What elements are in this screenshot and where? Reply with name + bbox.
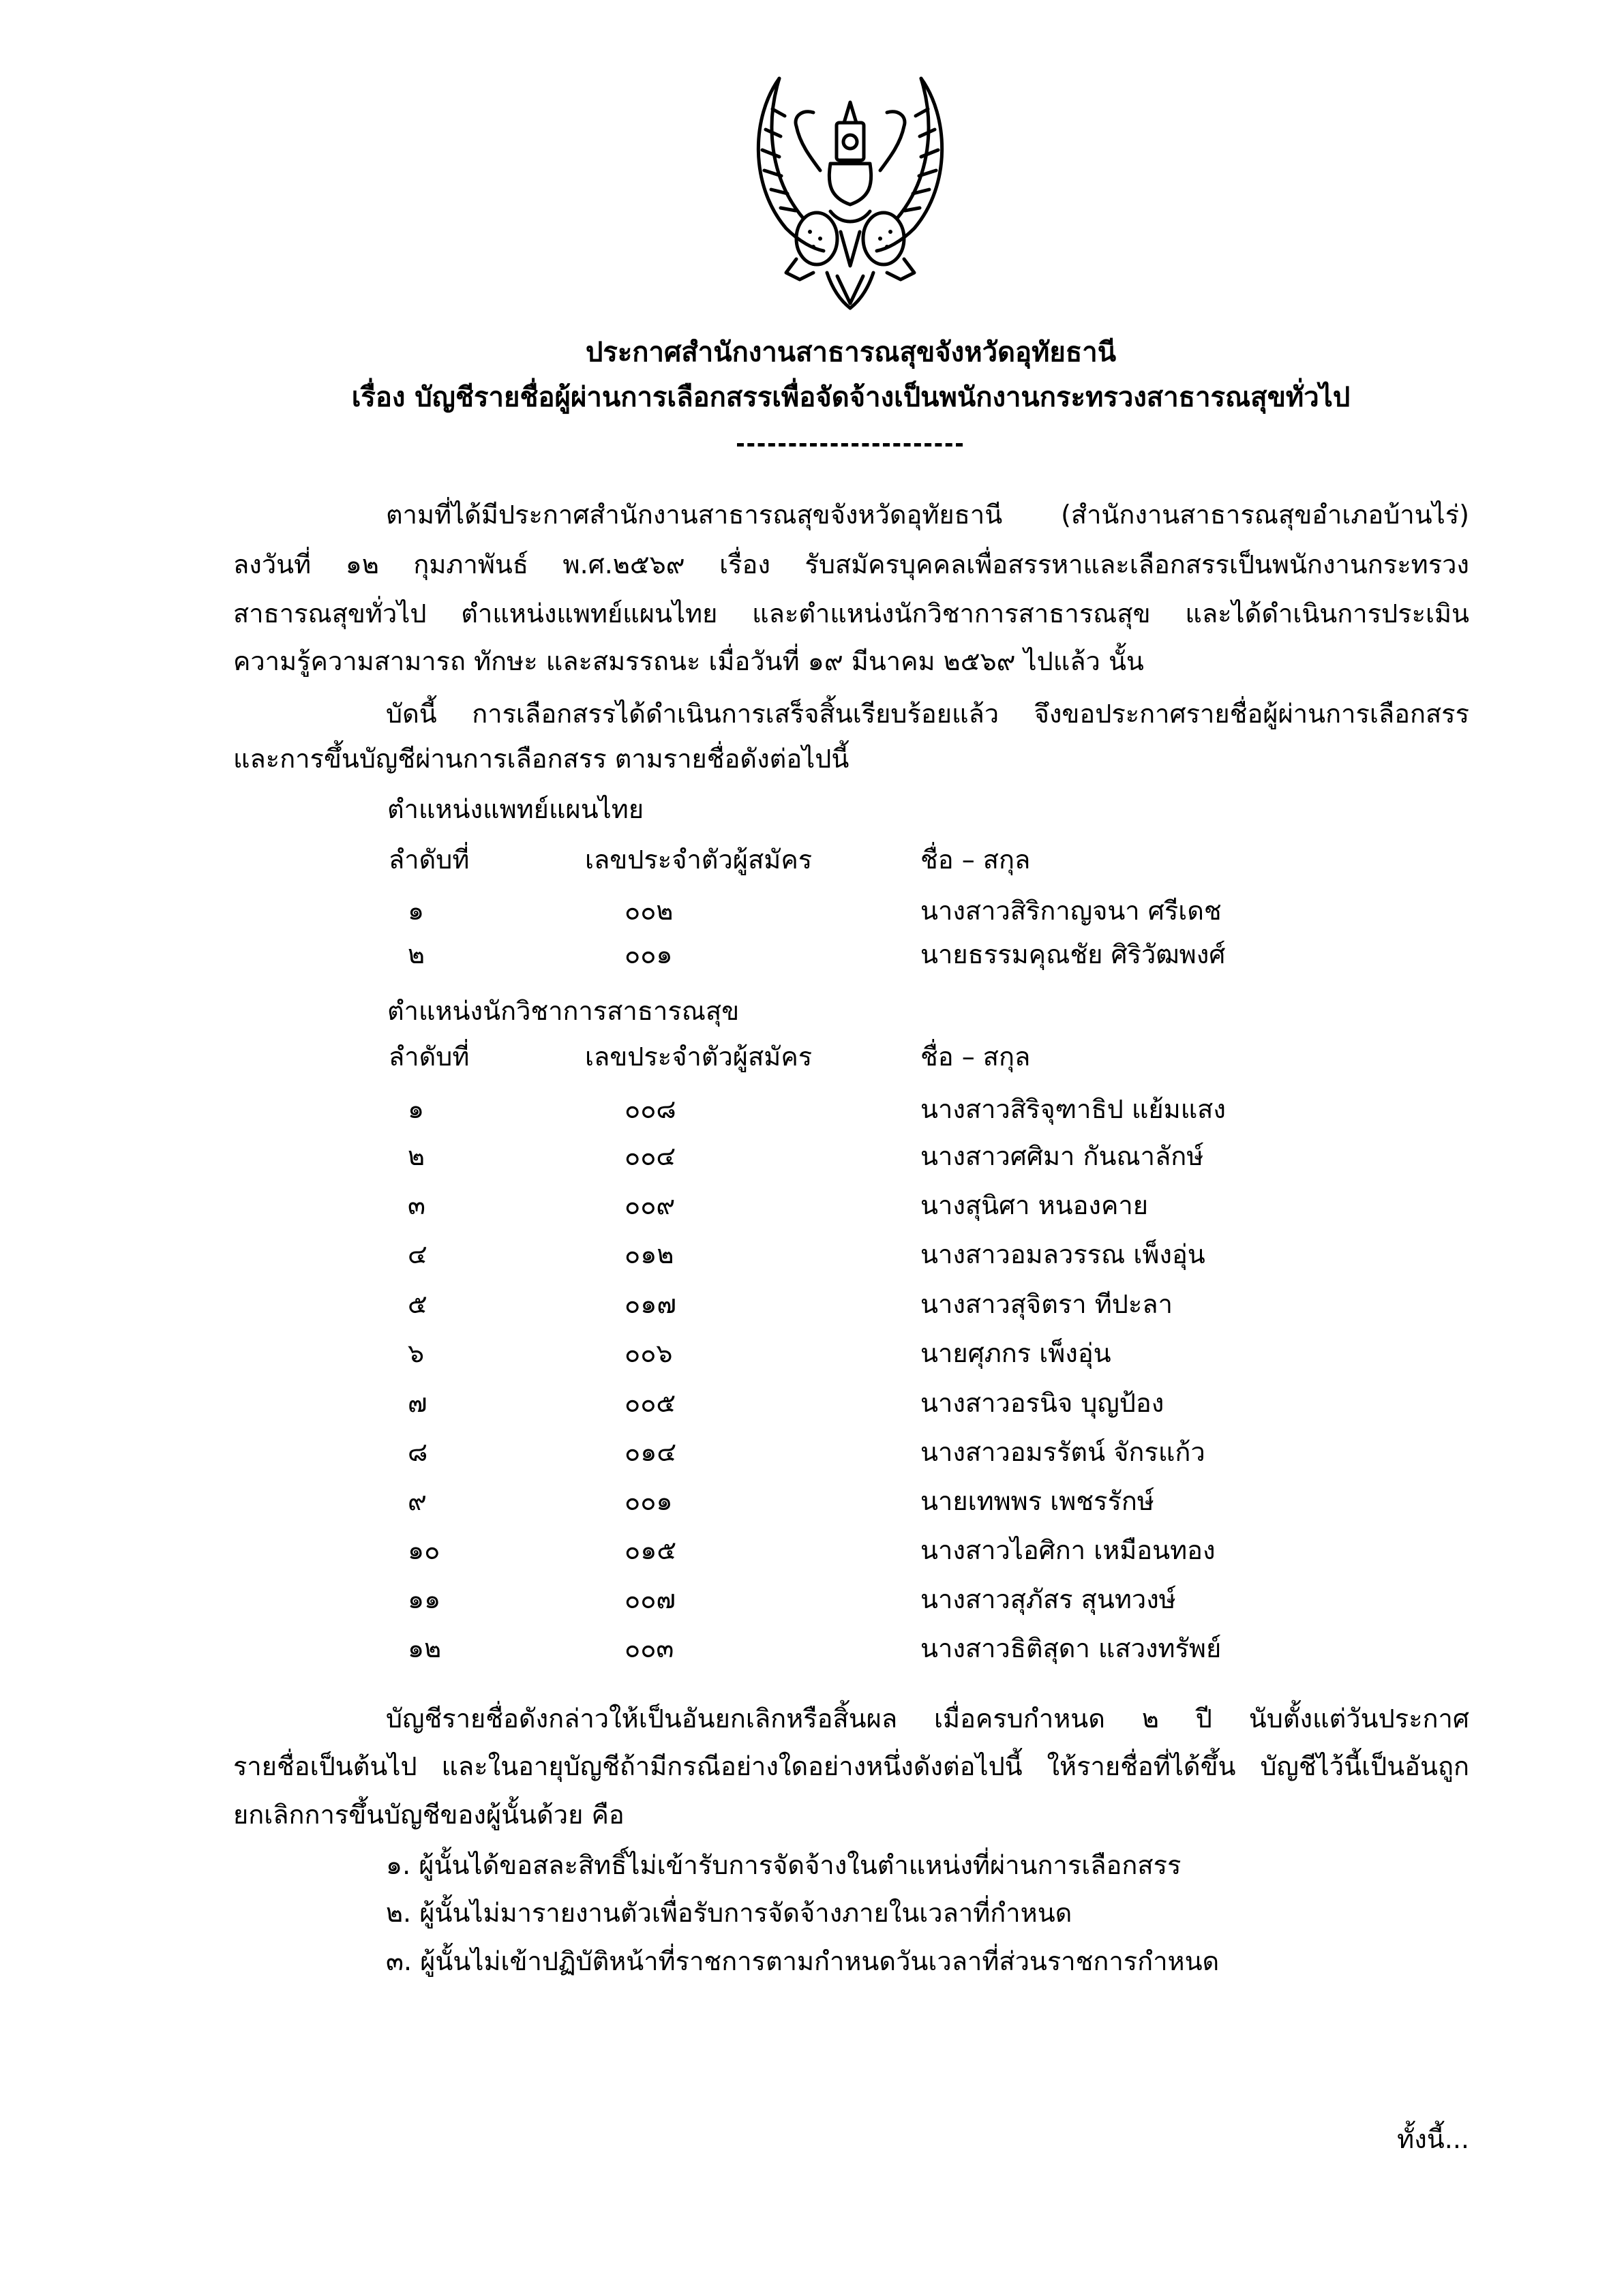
row-name: นางสาวสิริกาญจนา ศรีเดช xyxy=(920,896,1222,926)
announce-line-2: และการขึ้นบัญชีผ่านการเลือกสรร ตามรายชื่อดังต่อไปนี้ xyxy=(233,744,849,774)
position-title: ตำแหน่งนักวิชาการสาธารณสุข xyxy=(387,996,740,1026)
announcement-subject: เรื่อง บัญชีรายชื่อผู้ผ่านการเลือกสรรเพื่อจัดจ้างเป็นพนักงานกระทรวงสาธารณสุขทั่วไป xyxy=(351,382,1351,413)
row-order: ๔ xyxy=(408,1239,427,1269)
row-order: ๒ xyxy=(408,1141,425,1171)
row-applicant-id: ๐๐๙ xyxy=(625,1190,676,1220)
table-row xyxy=(0,1530,1624,1571)
row-name: นางสาวสุจิตรา ทีปะลา xyxy=(920,1289,1173,1319)
row-name: นางสาวธิติสุดา แสวงทรัพย์ xyxy=(920,1633,1222,1663)
garuda-emblem-icon xyxy=(745,68,955,310)
row-order: ๑๑ xyxy=(408,1584,441,1614)
table-row xyxy=(0,1284,1624,1325)
table-row xyxy=(0,1432,1624,1472)
validity-line-3: ยกเลิกการขึ้นบัญชีของผู้นั้นด้วย คือ xyxy=(233,1800,625,1830)
row-name: นางสาวอรนิจ บุญป้อง xyxy=(920,1388,1164,1418)
row-applicant-id: ๐๐๔ xyxy=(625,1141,676,1171)
row-applicant-id: ๐๐๕ xyxy=(625,1388,676,1418)
row-order: ๘ xyxy=(408,1437,428,1467)
table-row xyxy=(0,890,1624,931)
row-applicant-id: ๐๐๑ xyxy=(625,939,673,969)
table-row xyxy=(0,934,1624,975)
row-applicant-id: ๐๑๗ xyxy=(625,1289,676,1319)
column-header-order: ลำดับที่ xyxy=(389,1042,470,1072)
intro-line-4: ความรู้ความสามารถ ทักษะ และสมรรถนะ เมื่อวันที่ ๑๙ มีนาคม ๒๕๖๙ ไปแล้ว นั้น xyxy=(233,646,1144,676)
table-row xyxy=(0,1333,1624,1374)
table-header xyxy=(0,1036,1624,1077)
row-name: นางสาวสิริจุฑาธิป แย้มแสง xyxy=(920,1094,1226,1124)
row-name: นางสาวไอศิกา เหมือนทอง xyxy=(920,1535,1216,1565)
row-applicant-id: ๐๐๓ xyxy=(625,1633,674,1663)
row-order: ๕ xyxy=(408,1289,427,1319)
intro-line-3: สาธารณสุขทั่วไป ตำแหน่งแพทย์แผนไทย และตำแหน่งนักวิชาการสาธารณสุข และได้ดำเนินการประเมิน xyxy=(233,599,1469,629)
row-name: นางสาวอมรรัตน์ จักรแก้ว xyxy=(920,1437,1205,1467)
row-applicant-id: ๐๐๑ xyxy=(625,1486,673,1516)
row-order: ๑ xyxy=(408,1094,425,1124)
row-applicant-id: ๐๑๒ xyxy=(625,1239,674,1269)
row-applicant-id: ๐๐๖ xyxy=(625,1338,673,1368)
validity-line-2: รายชื่อเป็นต้นไป และในอายุบัญชีถ้ามีกรณีอย่างใดอย่างหนึ่งดังต่อไปนี้ ให้รายชื่อที่ได้ขึ้น บัญชีไว้นี้เป็นอันถูก xyxy=(233,1751,1469,1781)
position-title: ตำแหน่งแพทย์แผนไทย xyxy=(387,794,644,824)
row-applicant-id: ๐๐๗ xyxy=(625,1584,676,1614)
row-applicant-id: ๐๐๘ xyxy=(625,1094,676,1124)
table-header xyxy=(0,839,1624,880)
intro-line-1: ตามที่ได้มีประกาศสำนักงานสาธารณสุขจังหวัดอุทัยธานี (สำนักงานสาธารณสุขอำเภอบ้านไร่) xyxy=(386,500,1469,530)
intro-line-2: ลงวันที่ ๑๒ กุมภาพันธ์ พ.ศ.๒๕๖๙ เรื่อง รับสมัครบุคคลเพื่อสรรหาและเลือกสรรเป็นพนักงานกระทรวง xyxy=(233,549,1469,579)
column-header-applicant-id: เลขประจำตัวผู้สมัคร xyxy=(585,845,813,875)
table-row xyxy=(0,1185,1624,1226)
row-name: นางสุนิศา หนองคาย xyxy=(920,1190,1149,1220)
row-applicant-id: ๐๑๔ xyxy=(625,1437,677,1467)
condition-item-2: ๒. ผู้นั้นไม่มารายงานตัวเพื่อรับการจัดจ้างภายในเวลาที่กำหนด xyxy=(386,1898,1072,1928)
row-name: นายเทพพร เพชรรักษ์ xyxy=(920,1486,1154,1516)
row-name: นางสาวสุภัสร สุนทวงษ์ xyxy=(920,1584,1176,1614)
announcement-title: ประกาศสำนักงานสาธารณสุขจังหวัดอุทัยธานี xyxy=(585,337,1117,368)
row-order: ๑ xyxy=(408,896,425,926)
column-header-name: ชื่อ – สกุล xyxy=(920,845,1031,875)
row-order: ๓ xyxy=(408,1190,425,1220)
table-row xyxy=(0,1579,1624,1620)
row-name: นางสาวอมลวรรณ เพ็งอุ่น xyxy=(920,1239,1205,1269)
row-order: ๑๐ xyxy=(408,1535,440,1565)
column-header-order: ลำดับที่ xyxy=(389,845,470,875)
row-order: ๗ xyxy=(408,1388,427,1418)
continuation-marker: ทั้งนี้... xyxy=(1397,2124,1469,2154)
row-order: ๑๒ xyxy=(408,1633,442,1663)
row-applicant-id: ๐๑๕ xyxy=(625,1535,677,1565)
row-order: ๙ xyxy=(408,1486,427,1516)
table-row xyxy=(0,1628,1624,1669)
table-row xyxy=(0,1136,1624,1177)
condition-item-3: ๓. ผู้นั้นไม่เข้าปฏิบัติหน้าที่ราชการตามกำหนดวันเวลาที่ส่วนราชการกำหนด xyxy=(386,1946,1220,1976)
table-row xyxy=(0,1089,1624,1130)
announce-line-1: บัดนี้ การเลือกสรรได้ดำเนินการเสร็จสิ้นเรียบร้อยแล้ว จึงขอประกาศรายชื่อผู้ผ่านการเลือกสรร xyxy=(386,699,1469,729)
table-row xyxy=(0,1481,1624,1522)
row-name: นายศุภกร เพ็งอุ่น xyxy=(920,1338,1111,1368)
table-row xyxy=(0,1234,1624,1275)
column-header-name: ชื่อ – สกุล xyxy=(920,1042,1031,1072)
row-name: นายธรรมคุณชัย ศิริวัฒพงศ์ xyxy=(920,939,1226,969)
row-name: นางสาวศศิมา กันณาลักษ์ xyxy=(920,1141,1204,1171)
table-row xyxy=(0,1383,1624,1423)
row-applicant-id: ๐๐๒ xyxy=(625,896,674,926)
column-header-applicant-id: เลขประจำตัวผู้สมัคร xyxy=(585,1042,813,1072)
row-order: ๒ xyxy=(408,939,425,969)
validity-line-1: บัญชีรายชื่อดังกล่าวให้เป็นอันยกเลิกหรือสิ้นผล เมื่อครบกำหนด ๒ ปี นับตั้งแต่วันประกาศ xyxy=(386,1704,1469,1734)
title-divider xyxy=(737,443,963,447)
condition-item-1: ๑. ผู้นั้นได้ขอสละสิทธิ์ไม่เข้ารับการจัดจ้างในตำแหน่งที่ผ่านการเลือกสรร xyxy=(386,1850,1182,1880)
row-order: ๖ xyxy=(408,1338,425,1368)
